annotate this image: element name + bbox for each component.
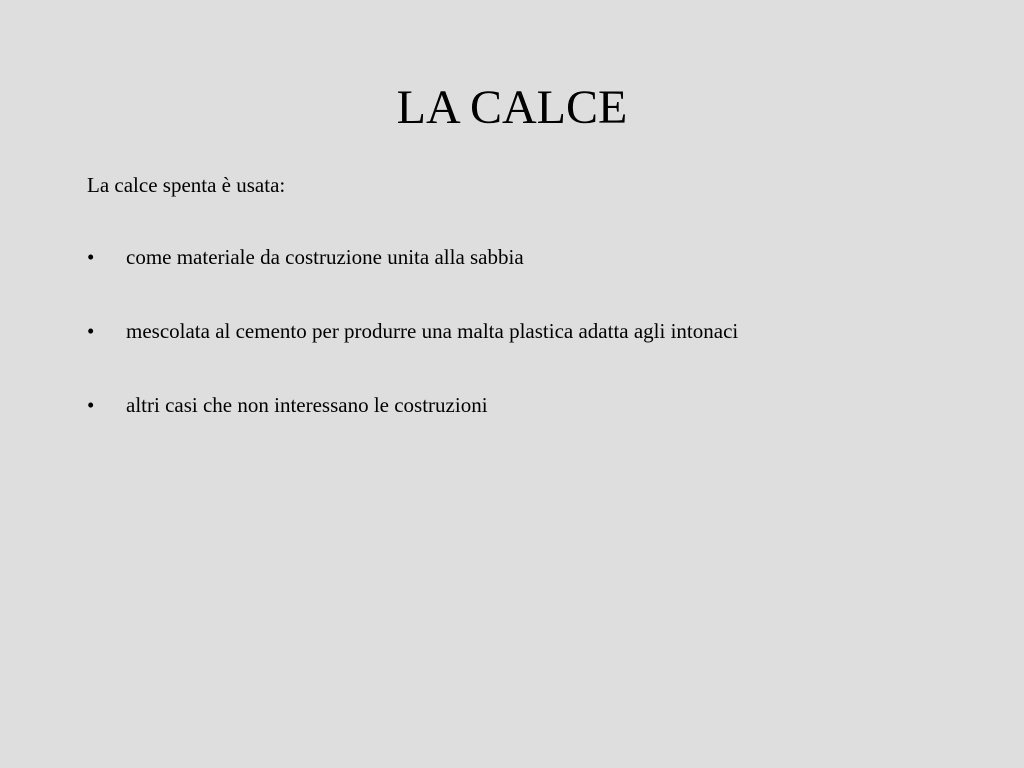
intro-text: La calce spenta è usata: <box>87 173 286 197</box>
bullet-item <box>87 243 738 271</box>
bullet-text: mescolata al cemento per produrre una malta plastica adatta agli intonaci <box>126 319 739 343</box>
bullet-icon: • <box>87 245 95 269</box>
bullet-item <box>87 317 738 345</box>
bullet-icon: • <box>87 393 95 417</box>
bullet-icon: • <box>87 319 95 343</box>
bullet-text: come materiale da costruzione unita alla sabbia <box>126 245 524 269</box>
bullet-item <box>87 391 738 419</box>
slide-title: LA CALCE <box>396 81 628 134</box>
bullet-list <box>87 243 738 465</box>
bullet-text: altri casi che non interessano le costruzioni <box>126 393 488 417</box>
